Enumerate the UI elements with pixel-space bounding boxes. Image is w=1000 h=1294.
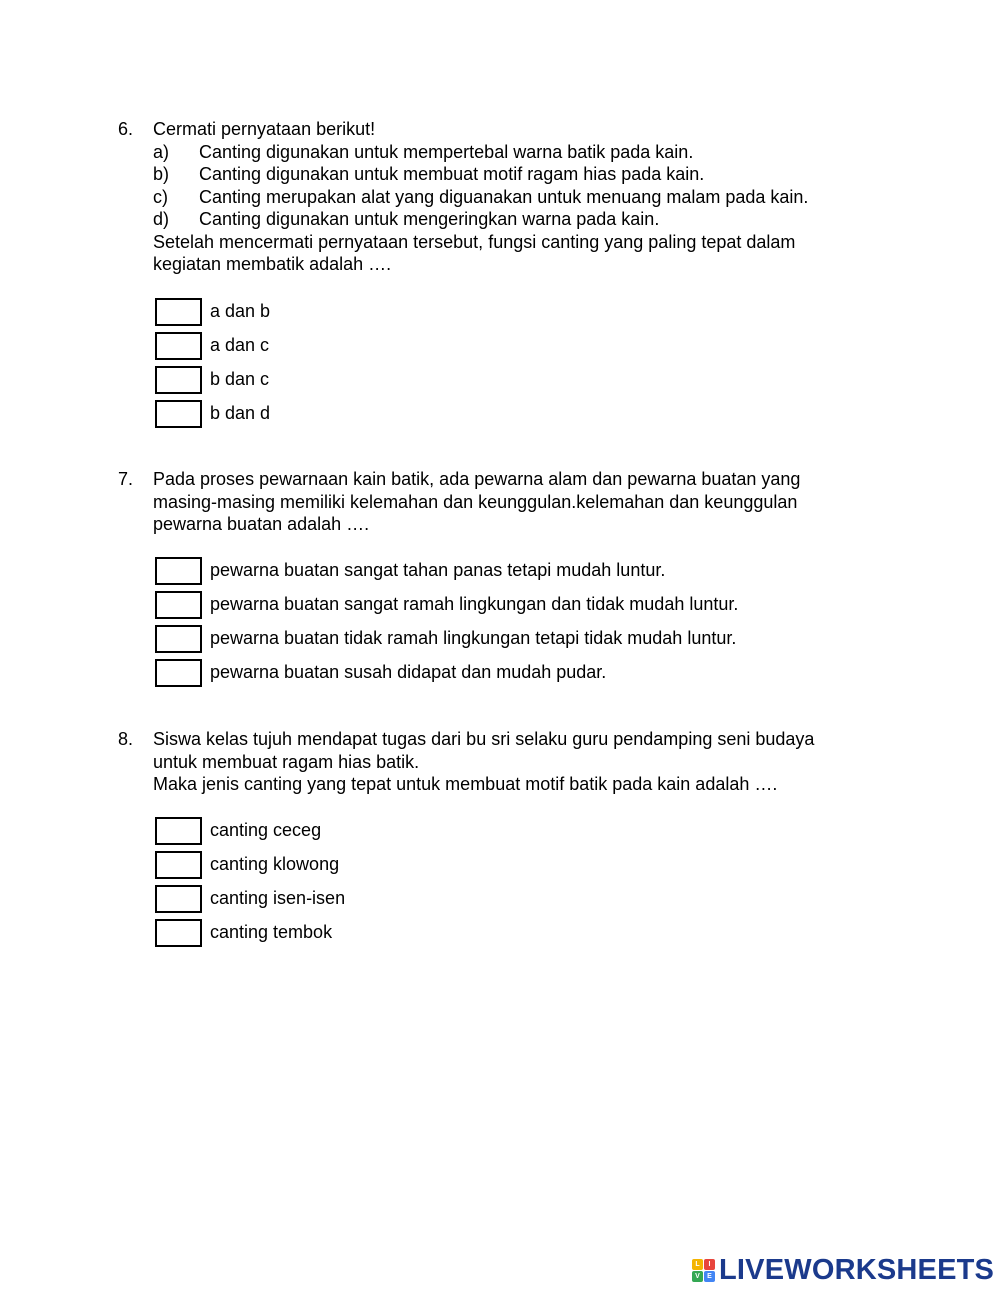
statement-b: [153, 163, 704, 186]
answer-checkbox[interactable]: [155, 817, 202, 845]
statement-d: [153, 208, 659, 231]
answer-checkbox[interactable]: [155, 851, 202, 879]
answer-option-label: pewarna buatan susah didapat dan mudah pudar.: [210, 662, 607, 682]
answer-option-label: canting tembok: [210, 922, 333, 942]
answer-checkbox[interactable]: [155, 298, 202, 326]
answer-option-label: canting ceceg: [210, 820, 322, 840]
statement-label: d): [153, 209, 170, 229]
question-number: 6.: [118, 119, 134, 139]
question-number: 8.: [118, 729, 134, 749]
question-prompt-line: masing-masing memiliki kelemahan dan keunggulan.kelemahan dan keunggulan: [153, 491, 798, 512]
statement-a: [153, 141, 693, 164]
answer-checkbox[interactable]: [155, 885, 202, 913]
question-prompt-line: kegiatan membatik adalah ….: [153, 254, 392, 274]
liveworksheets-logo: [692, 1255, 994, 1285]
answer-checkbox[interactable]: [155, 591, 202, 619]
answer-option-label: b dan c: [210, 369, 270, 389]
answer-checkbox[interactable]: [155, 659, 202, 687]
answer-checkbox[interactable]: [155, 557, 202, 585]
statement-label: c): [153, 186, 168, 207]
statement-label: b): [153, 164, 170, 184]
question-prompt-line: pewarna buatan adalah ….: [153, 514, 370, 534]
question-prompt-line: Siswa kelas tujuh mendapat tugas dari bu sri selaku guru pendamping seni budaya: [153, 729, 815, 749]
question-prompt-line: Pada proses pewarnaan kain batik, ada pewarna alam dan pewarna buatan yang: [153, 469, 801, 489]
logo-tile: L: [692, 1259, 703, 1270]
logo-tile: V: [692, 1271, 703, 1282]
answer-checkbox[interactable]: [155, 332, 202, 360]
statement-text: Canting digunakan untuk mengeringkan warna pada kain.: [199, 209, 660, 229]
statement-text: Canting merupakan alat yang diguanakan untuk menuang malam pada kain.: [199, 186, 809, 207]
answer-option-label: canting klowong: [210, 854, 340, 874]
answer-option-label: pewarna buatan sangat ramah lingkungan dan tidak mudah luntur.: [210, 594, 739, 614]
question-intro: Cermati pernyataan berikut!: [153, 119, 376, 139]
logo-tile: I: [704, 1259, 715, 1270]
question-number: 7.: [118, 469, 134, 489]
logo-tile: E: [704, 1271, 715, 1282]
question-prompt-line: untuk membuat ragam hias batik.: [153, 751, 420, 772]
statement-c: [153, 186, 808, 209]
answer-option-label: canting isen-isen: [210, 888, 346, 908]
answer-option-label: a dan c: [210, 335, 270, 355]
answer-checkbox[interactable]: [155, 919, 202, 947]
answer-option-label: a dan b: [210, 301, 271, 321]
question-prompt-line: Setelah mencermati pernyataan tersebut, fungsi canting yang paling tepat dalam: [153, 231, 796, 252]
brand-name: LIVEWORKSHEETS: [719, 1253, 995, 1286]
question-prompt-line: Maka jenis canting yang tepat untuk membuat motif batik pada kain adalah ….: [153, 774, 778, 794]
answer-checkbox[interactable]: [155, 400, 202, 428]
answer-option-label: b dan d: [210, 403, 271, 423]
answer-option-label: pewarna buatan sangat tahan panas tetapi mudah luntur.: [210, 560, 666, 580]
liveworksheets-logo-icon: [692, 1259, 715, 1282]
answer-checkbox[interactable]: [155, 366, 202, 394]
statement-text: Canting digunakan untuk membuat motif ragam hias pada kain.: [199, 164, 705, 184]
statement-label: a): [153, 141, 170, 162]
answer-option-label: pewarna buatan tidak ramah lingkungan tetapi tidak mudah luntur.: [210, 628, 737, 648]
answer-checkbox[interactable]: [155, 625, 202, 653]
statement-text: Canting digunakan untuk mempertebal warna batik pada kain.: [199, 141, 694, 162]
